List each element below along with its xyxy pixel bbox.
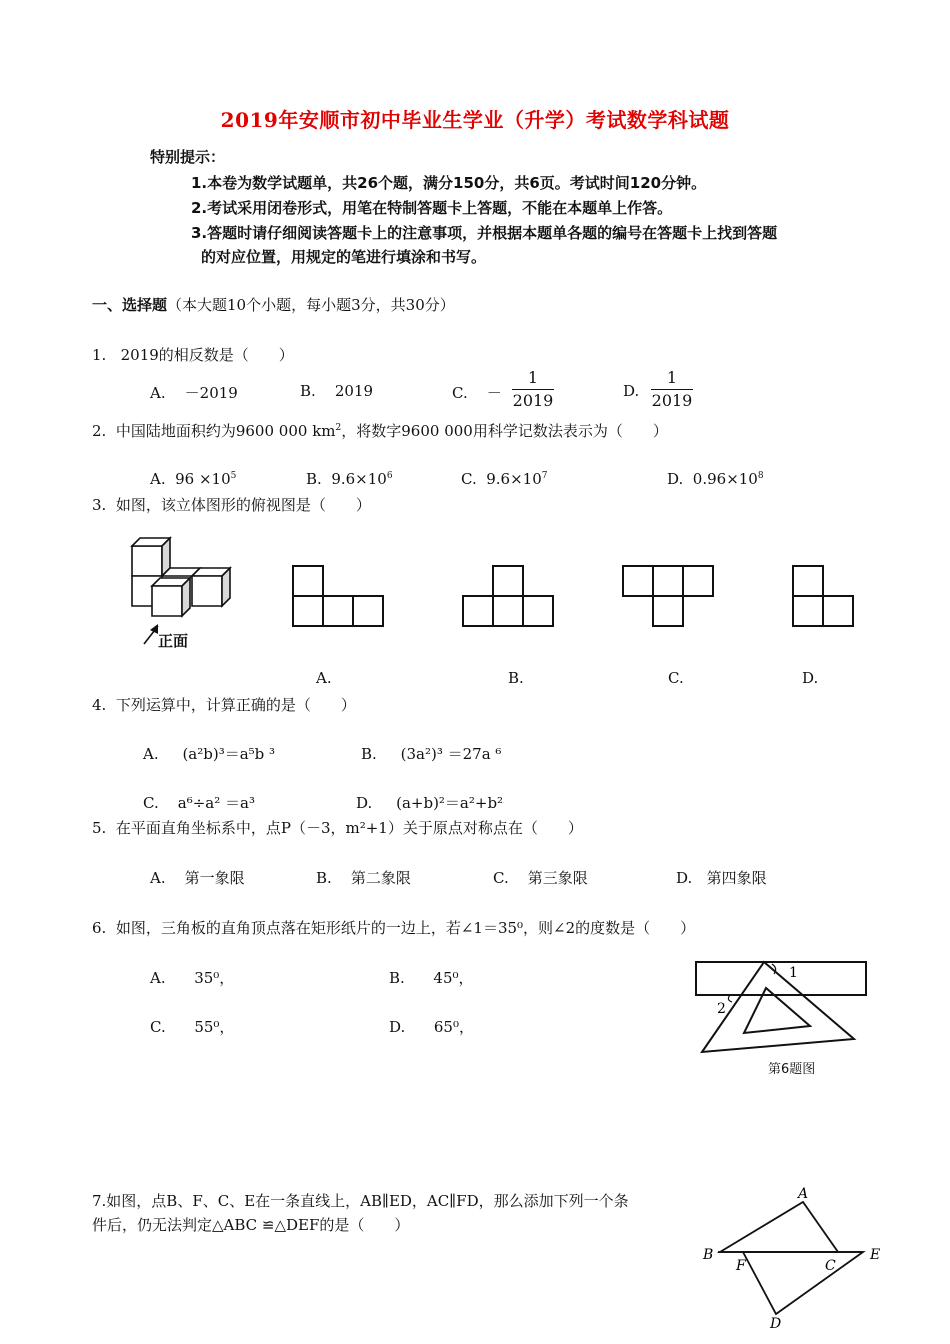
q1-option-d-prefix: D. [623,382,640,400]
q3-front-label: 正面 [158,632,189,650]
q2-option-c [461,470,548,488]
rectangle-paper [696,962,866,995]
q1-option-a: A. －2019 [150,384,238,402]
triangle-abc [720,1202,838,1252]
q2-c-text: C. 9.6×10 [461,470,542,488]
notice-item-1: 1.本卷为数学试题单，共26个题，满分150分，共6页。考试时间120分钟。 [191,174,707,192]
q1-option-b: B. 2019 [300,382,374,400]
q7-line1: 7.如图，点B、F、C、E在一条直线上，AB∥ED，AC∥FD，那么添加下列一个条 [92,1192,629,1210]
q2-b-text: B. 9.6×10 [306,470,387,488]
q3-option-d: D. [802,669,819,687]
q1-c-numerator: 1 [527,368,539,387]
q5-stem: 5. 在平面直角坐标系中，点P（－3，m²+1）关于原点对称点在（ ） [92,819,583,837]
notice-item-3-cont: 的对应位置，用规定的笔进行填涂和书写。 [201,248,487,266]
q6-caption: 第6题图 [768,1062,816,1077]
q4-option-a: A. (a²b)³＝a⁵b ³ [143,745,276,763]
label-f: F [736,1258,746,1274]
q2-stem [92,420,668,441]
q4-option-b: B. (3a²)³ ＝27a ⁶ [361,745,502,763]
label-d: D [770,1316,782,1332]
q6-figure [690,956,870,1056]
q3-view-b [462,565,555,627]
q2-c-exp: 7 [541,471,548,481]
q1-d-numerator: 1 [666,368,678,387]
q4-stem: 4. 下列运算中，计算正确的是（ ） [92,696,356,714]
section-desc: （本大题10个小题，每小题3分，共30分） [167,296,455,314]
q2-option-b [306,470,393,488]
page-title: 2019年安顺市初中毕业生学业（升学）考试数学科试题 [220,108,730,132]
section-heading [92,294,455,315]
label-b: B [703,1247,714,1263]
q1-option-c-prefix: C. － [452,384,502,402]
q6-option-d: D. 65⁰， [389,1018,474,1036]
fraction-bar [512,389,554,390]
q2-stem-exponent: 2 [335,423,342,433]
q3-stem: 3. 如图，该立体图形的俯视图是（ ） [92,496,371,514]
q3-view-a [292,565,385,627]
q4-option-c: C. a⁶÷a² ＝a³ [143,794,255,812]
label-e: E [870,1247,881,1263]
q4-option-d: D. (a+b)²＝a²+b² [356,794,504,812]
q2-stem-part2: ，将数字9600 000用科学记数法表示为（ ） [341,422,668,440]
q6-angle1-label: 1 [789,965,798,981]
q5-option-d: D. 第四象限 [676,869,767,887]
section-name: 一、选择题 [92,296,168,314]
q3-view-c [622,565,715,627]
q5-option-b: B. 第二象限 [316,869,411,887]
q6-angle2-label: 2 [717,1001,726,1017]
label-c: C [825,1258,836,1274]
q2-b-exp: 6 [386,471,393,481]
notice-item-2: 2.考试采用闭卷形式，用笔在特制答题卡上答题，不能在本题单上作答。 [191,199,673,217]
q7-figure [698,1182,888,1332]
q6-option-c: C. 55⁰， [150,1018,235,1036]
q3-option-a: A. [316,669,332,687]
q5-option-a: A. 第一象限 [150,869,245,887]
q1-stem: 1. 2019的相反数是（ ） [92,346,294,364]
q2-d-exp: 8 [757,471,764,481]
q6-option-a: A. 35⁰， [150,969,235,987]
q3-option-b: B. [508,669,524,687]
q2-option-a [150,470,236,488]
notice-heading: 特别提示： [150,148,226,166]
q1-c-denominator: 2019 [512,391,554,410]
q3-option-c: C. [668,669,684,687]
notice-item-3: 3.答题时请仔细阅读答题卡上的注意事项，并根据本题单各题的编号在答题卡上找到答题 [191,224,778,242]
triangle-def [743,1252,863,1314]
q7-line2: 件后，仍无法判定△ABC ≌△DEF的是（ ） [92,1216,410,1234]
q1-option-c-fraction [512,368,554,411]
q6-option-b: B. 45⁰， [389,969,474,987]
fraction-bar [651,389,693,390]
q3-view-d [792,565,855,627]
q2-a-text: A. 96 ×10 [150,470,231,488]
q2-stem-part1: 2. 中国陆地面积约为9600 000 km [92,422,336,440]
q1-d-denominator: 2019 [651,391,693,410]
q6-stem: 6. 如图，三角板的直角顶点落在矩形纸片的一边上，若∠1＝35⁰，则∠2的度数是（ ） [92,919,696,937]
q2-d-text: D. 0.96×10 [667,470,758,488]
q1-option-d-fraction [651,368,693,411]
q2-option-d [667,470,764,488]
q5-option-c: C. 第三象限 [493,869,588,887]
label-a: A [798,1186,809,1202]
q2-a-exp: 5 [230,471,237,481]
